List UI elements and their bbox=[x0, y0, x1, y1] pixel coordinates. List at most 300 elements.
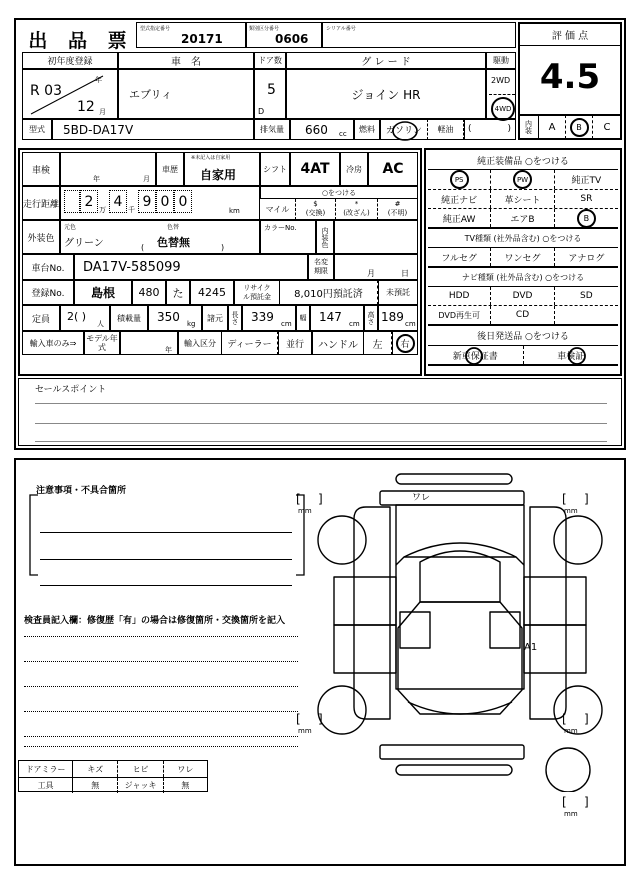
car-name-label: 車 名 bbox=[171, 57, 201, 68]
nav-hdd-text: HDD bbox=[448, 291, 470, 301]
base-color-value: グリーン bbox=[64, 238, 104, 249]
tire-depth-spare[interactable] bbox=[562, 795, 604, 821]
later-shakensho-circle-mark bbox=[567, 346, 587, 366]
mileage-label: 走行距離 bbox=[23, 199, 60, 210]
history-label-cell bbox=[156, 152, 184, 186]
load-value-cell bbox=[148, 305, 202, 331]
diagram-mark-ware: ワレ bbox=[412, 493, 431, 503]
mirror-r1c1-text: ドアミラー bbox=[25, 764, 66, 774]
notes-line-3[interactable] bbox=[40, 585, 292, 586]
tire-sp-unit: mm bbox=[564, 810, 578, 818]
name-change-label-cell bbox=[308, 254, 334, 280]
class-code-value: 0606 bbox=[275, 32, 309, 46]
tv-oneseg-cell[interactable] bbox=[491, 248, 554, 266]
nav-sd-text: SD bbox=[580, 291, 593, 301]
interior-label-text: 内装 bbox=[524, 120, 533, 134]
inspector-dotline-4[interactable] bbox=[24, 711, 298, 712]
seats-value: 2( ) bbox=[67, 310, 87, 323]
later-header-cell bbox=[428, 326, 618, 346]
equipment-leather-text: 革シート bbox=[504, 195, 541, 206]
mileage-digit-t bbox=[156, 190, 174, 213]
model-code-label: 型式指定番号 bbox=[140, 26, 171, 32]
grade-label-cell bbox=[286, 52, 486, 69]
nav-dvdplay-cell[interactable] bbox=[428, 306, 491, 324]
later-warranty-cell[interactable] bbox=[428, 346, 524, 364]
import-label-cell bbox=[22, 331, 84, 355]
history-label: 車歴 bbox=[162, 164, 178, 174]
mirror-cell-r2c4[interactable] bbox=[164, 778, 207, 793]
tv-fullseg-cell[interactable] bbox=[428, 248, 491, 266]
page-title bbox=[26, 26, 136, 52]
tire-sp-bracket-close: ] bbox=[584, 795, 589, 809]
interior-a-text: A bbox=[548, 121, 556, 133]
mileage-opt-tamper-sym: * bbox=[354, 199, 359, 208]
car-name-label-cell bbox=[118, 52, 254, 69]
mileage-digit-sen bbox=[109, 190, 127, 213]
name-change-value-cell bbox=[334, 254, 418, 280]
tv-row bbox=[428, 248, 618, 268]
interior-color-label-cell bbox=[316, 220, 334, 254]
score-label-cell bbox=[520, 24, 620, 46]
import-dealer-cell bbox=[222, 331, 278, 355]
equipment-b-circled: B bbox=[577, 209, 596, 228]
notes-bracket bbox=[22, 492, 312, 578]
handle-right-cell bbox=[392, 331, 418, 355]
displacement-label-cell bbox=[254, 119, 290, 140]
tire-rl-bracket-open: [ bbox=[296, 712, 301, 726]
seats-unit: 人 bbox=[97, 320, 104, 328]
import-dealer-text: ディーラー bbox=[227, 339, 272, 350]
tire-fl-unit: mm bbox=[298, 507, 312, 515]
mirror-r1c3-text: ヒビ bbox=[132, 764, 149, 774]
serial-cell bbox=[322, 22, 516, 48]
equipment-b-cell[interactable] bbox=[555, 209, 618, 227]
equipment-navi-text: 純正ナビ bbox=[441, 195, 478, 206]
car-name-value-cell bbox=[118, 69, 254, 119]
mileage-opt-mile-text: マイル bbox=[265, 204, 290, 214]
tire-fl-bracket-close: ] bbox=[318, 492, 323, 506]
nav-header: ナビ種類 (社外品含む) ○をつける bbox=[461, 272, 585, 282]
interior-rating-label bbox=[519, 115, 539, 139]
mileage-value-cell bbox=[60, 186, 260, 220]
model-year-value-cell bbox=[120, 331, 178, 355]
ext-color-label: 外装色 bbox=[27, 233, 55, 244]
repaint-value: 色替無 bbox=[157, 236, 190, 249]
mileage-digit-o bbox=[174, 190, 192, 213]
recycle-label-cell bbox=[234, 280, 280, 305]
equipment-row1 bbox=[428, 170, 618, 190]
notes-title-wrap bbox=[36, 478, 236, 496]
load-label: 積載量 bbox=[117, 313, 141, 323]
inspector-dotline-5[interactable] bbox=[24, 736, 298, 737]
sales-point-line-3[interactable] bbox=[35, 441, 607, 442]
chassis-value-cell bbox=[74, 254, 308, 280]
first-reg-label-cell bbox=[22, 52, 118, 69]
tv-analog-cell[interactable] bbox=[555, 248, 618, 266]
equipment-airbag-cell[interactable] bbox=[491, 209, 554, 227]
history-value: 自家用 bbox=[200, 168, 237, 182]
shaken-value-cell bbox=[60, 152, 156, 186]
ext-color-value-cell bbox=[60, 220, 260, 254]
length-value-cell bbox=[242, 305, 296, 331]
height-value-cell bbox=[378, 305, 418, 331]
tire-fr-bracket-open: [ bbox=[562, 492, 567, 506]
notes-title: 注意事項・不具合箇所 bbox=[36, 486, 127, 496]
tire-fl-bracket-open: [ bbox=[296, 492, 301, 506]
model-year-label: モデル年式 bbox=[86, 334, 118, 352]
mirror-r1c2-text: キズ bbox=[87, 764, 104, 774]
width-unit: cm bbox=[349, 320, 360, 328]
type-value: 5BD-DA17V bbox=[63, 122, 134, 137]
mirror-cell-r2c2[interactable] bbox=[73, 778, 118, 793]
nav-blank-cell[interactable] bbox=[555, 306, 618, 324]
class-code-cell bbox=[246, 22, 322, 48]
registration-classno-cell bbox=[132, 280, 166, 305]
import-category-label-cell bbox=[178, 331, 222, 355]
equipment-pw-cell[interactable] bbox=[491, 170, 554, 189]
mileage-opt-exchange-text: (交換) bbox=[305, 209, 326, 217]
car-name-value: エブリィ bbox=[129, 88, 173, 101]
tire-rl-bracket-close: ] bbox=[318, 712, 323, 726]
mileage-opt-tamper-text: (改ざん) bbox=[343, 209, 370, 217]
doors-label-cell bbox=[254, 52, 286, 69]
first-reg-value-cell bbox=[22, 69, 118, 119]
mileage-digit-o-text: 0 bbox=[178, 193, 188, 210]
color-no-cell bbox=[260, 220, 316, 254]
recycle-label: リサイクル預託金 bbox=[243, 283, 271, 301]
fuel-label: 燃料 bbox=[359, 125, 375, 134]
seats-label-cell bbox=[22, 305, 60, 331]
mileage-label-cell bbox=[22, 186, 60, 220]
type-label: 型式 bbox=[29, 125, 45, 134]
chassis-label: 車台No. bbox=[31, 263, 65, 274]
mirror-cell-r2c1 bbox=[19, 778, 73, 793]
tire-depth-rear-right[interactable] bbox=[562, 712, 604, 738]
spec-source-cell bbox=[202, 305, 228, 331]
interior-color-label: 内装色 bbox=[321, 226, 329, 248]
interior-b-circled: B bbox=[570, 118, 589, 137]
registration-label-cell bbox=[22, 280, 74, 305]
mirror-r2c3-text: ジャッキ bbox=[124, 781, 157, 790]
notes-line-1[interactable] bbox=[40, 532, 292, 533]
notes-line-2[interactable] bbox=[40, 559, 292, 560]
tire-rr-bracket-close: ] bbox=[584, 712, 589, 726]
width-value: 147 bbox=[319, 310, 342, 324]
drive-value-cell bbox=[486, 69, 516, 119]
interior-rating-b bbox=[566, 115, 593, 139]
import-category-label: 輸入区分 bbox=[184, 338, 216, 348]
sales-point-line-1[interactable] bbox=[35, 403, 607, 404]
name-change-label: 名変期限 bbox=[314, 258, 328, 275]
diagram-mark-a1: A1 bbox=[524, 642, 538, 653]
later-shakensho-cell[interactable] bbox=[524, 346, 619, 364]
mileage-opt-unknown-text: (不明) bbox=[387, 209, 408, 217]
tire-rr-unit: mm bbox=[564, 727, 578, 735]
mirror-r2c1-text: 工具 bbox=[37, 781, 54, 790]
inspector-note: 検査員記入欄：修復歴「有」の場合は修復箇所・交換箇所を記入 bbox=[24, 616, 286, 626]
displacement-label: 排気量 bbox=[260, 125, 284, 134]
shaken-year-unit: 年 bbox=[93, 175, 100, 183]
mileage-digit-man bbox=[80, 190, 98, 213]
nav-cd-text: CD bbox=[515, 310, 530, 320]
spec-source-label: 諸元 bbox=[207, 313, 223, 323]
registration-number: 4245 bbox=[198, 286, 226, 299]
registration-kana-cell bbox=[166, 280, 190, 305]
shift-label-cell bbox=[260, 152, 290, 186]
nav-cd-cell[interactable] bbox=[491, 306, 554, 324]
inspector-dotline-2[interactable] bbox=[24, 661, 298, 662]
score-label: 評 価 点 bbox=[551, 31, 589, 42]
mirror-cell-r1c2[interactable] bbox=[73, 761, 118, 777]
width-value-cell bbox=[310, 305, 364, 331]
ac-label-cell bbox=[340, 152, 368, 186]
shift-label: シフト bbox=[263, 164, 287, 174]
mirror-cell-r1c3[interactable] bbox=[118, 761, 163, 777]
height-label: 高さ bbox=[367, 311, 375, 325]
later-row bbox=[428, 346, 618, 366]
drive-label-cell bbox=[486, 52, 516, 69]
repaint-label: 色替 bbox=[167, 224, 180, 231]
fuel-gas-label: ガソリン bbox=[385, 126, 422, 136]
later-warranty-text: 新車保証書 bbox=[452, 351, 498, 362]
length-label: 長さ bbox=[231, 311, 239, 325]
mileage-digit-h bbox=[138, 190, 156, 213]
mileage-opt-unknown bbox=[378, 199, 418, 220]
first-reg-month-unit: 月 bbox=[99, 108, 106, 116]
equipment-sr-text: SR bbox=[580, 194, 593, 204]
model-code-value: 20171 bbox=[181, 32, 223, 46]
repaint-open: ( bbox=[141, 243, 145, 252]
equipment-tv-cell[interactable] bbox=[555, 170, 618, 189]
drive-label: 駆動 bbox=[493, 56, 509, 65]
name-change-month: 月 bbox=[367, 269, 375, 278]
mirror-r2c2-text: 無 bbox=[91, 781, 100, 790]
equipment-row2 bbox=[428, 190, 618, 209]
handle-left-cell bbox=[364, 331, 392, 355]
handle-label: ハンドル bbox=[318, 339, 358, 351]
equipment-aw-cell[interactable] bbox=[428, 209, 491, 227]
tire-depth-front-right[interactable] bbox=[562, 492, 604, 518]
fuel-gas-cell bbox=[380, 119, 428, 140]
nav-row2 bbox=[428, 306, 618, 326]
first-reg-month-value: 12 bbox=[77, 99, 95, 115]
shaken-label: 車検 bbox=[31, 165, 50, 176]
type-label-cell bbox=[22, 119, 52, 140]
mileage-opt-mile bbox=[260, 199, 296, 220]
handle-right-circled: 右 bbox=[396, 334, 415, 353]
mileage-digit-h-text: 9 bbox=[142, 193, 152, 210]
fuel-label-cell bbox=[354, 119, 380, 140]
import-parallel-text: 並行 bbox=[285, 339, 304, 350]
tire-fr-bracket-close: ] bbox=[584, 492, 589, 506]
load-unit: kg bbox=[187, 320, 196, 328]
width-label: 幅 bbox=[299, 314, 307, 322]
displacement-value: 660 bbox=[305, 123, 328, 137]
mirror-r2c4-text: 無 bbox=[181, 781, 190, 790]
class-code-label: 類別区分番号 bbox=[249, 26, 280, 32]
equipment-leather-cell[interactable] bbox=[491, 190, 554, 208]
mirror-table bbox=[18, 760, 208, 792]
nav-header-cell bbox=[428, 268, 618, 287]
equipment-sr-cell[interactable] bbox=[555, 190, 618, 208]
equipment-airbag-text: エアB bbox=[510, 214, 535, 225]
width-label-cell bbox=[296, 305, 310, 331]
later-warranty-circle-mark bbox=[464, 346, 484, 366]
fuel-diesel-cell bbox=[428, 119, 464, 140]
shift-value: 4AT bbox=[300, 161, 330, 177]
page-title-text: 出 品 票 bbox=[28, 29, 134, 52]
score-value: 4.5 bbox=[539, 57, 601, 97]
model-year-unit: 年 bbox=[165, 346, 172, 354]
tire-rr-bracket-open: [ bbox=[562, 712, 567, 726]
inspector-dotline-1[interactable] bbox=[24, 636, 298, 637]
score-value-cell bbox=[520, 46, 620, 108]
mileage-opt-tamper bbox=[336, 199, 378, 220]
ac-value-cell bbox=[368, 152, 418, 186]
sales-point-label: セールスポイント bbox=[35, 385, 107, 395]
length-unit: cm bbox=[281, 320, 292, 328]
displacement-value-cell bbox=[290, 119, 354, 140]
mirror-cell-r2c3[interactable] bbox=[118, 778, 163, 793]
registration-kana: た bbox=[172, 286, 184, 300]
load-value: 350 bbox=[157, 310, 180, 324]
handle-left-text: 左 bbox=[372, 339, 383, 351]
grade-value: ジョイン HR bbox=[351, 87, 421, 102]
ac-value: AC bbox=[382, 161, 404, 177]
seats-value-cell bbox=[60, 305, 110, 331]
seats-label: 定員 bbox=[31, 314, 50, 325]
equipment-tv-text: 純正TV bbox=[571, 176, 602, 186]
mirror-cell-r1c4[interactable] bbox=[164, 761, 207, 777]
repaint-close: ) bbox=[221, 243, 225, 252]
equipment-aw-text: 純正AW bbox=[442, 214, 476, 225]
first-reg-year-unit: 年 bbox=[95, 76, 102, 84]
tv-oneseg-text: ワンセグ bbox=[504, 253, 541, 264]
height-unit: cm bbox=[405, 320, 416, 328]
sales-point-box bbox=[18, 378, 622, 446]
fuel-other-cell bbox=[464, 119, 516, 140]
nav-row1 bbox=[428, 287, 618, 306]
first-reg-label: 初年度登録 bbox=[47, 57, 93, 67]
fuel-diesel-label: 軽油 bbox=[437, 125, 454, 134]
tire-rl-unit: mm bbox=[298, 727, 312, 735]
nav-dvd-text: DVD bbox=[512, 291, 533, 301]
tv-analog-text: アナログ bbox=[568, 253, 605, 264]
doors-suffix: D bbox=[258, 107, 265, 116]
chassis-value: DA17V-585099 bbox=[83, 259, 181, 275]
sales-point-line-2[interactable] bbox=[35, 423, 607, 424]
mileage-digit-t-text: 0 bbox=[160, 193, 170, 210]
equipment-ps-cell[interactable] bbox=[428, 170, 491, 189]
recycle-unpaid: 未預託 bbox=[386, 288, 410, 297]
base-color-label: 元色 bbox=[64, 224, 77, 231]
equipment-row3 bbox=[428, 209, 618, 229]
fuel-gas-circle-mark bbox=[391, 120, 419, 141]
interior-rating-c bbox=[593, 115, 621, 139]
height-label-cell bbox=[364, 305, 378, 331]
mileage-digit-sen-text: 4 bbox=[113, 193, 123, 210]
interior-rating-a bbox=[539, 115, 566, 139]
grade-value-cell bbox=[286, 69, 486, 119]
history-note: ※未記入は自家用 bbox=[191, 155, 231, 161]
registration-region: 島根 bbox=[90, 286, 115, 300]
mileage-opt-unknown-sym: # bbox=[394, 199, 401, 208]
recycle-unpaid-cell bbox=[378, 280, 418, 305]
color-no-label: カラーNo. bbox=[264, 224, 297, 232]
registration-label: 登録No. bbox=[31, 289, 65, 299]
tv-header: TV種類 (社外品含む) ○をつける bbox=[464, 233, 582, 243]
history-value-cell bbox=[184, 152, 260, 186]
mileage-opt-exchange bbox=[296, 199, 336, 220]
tire-sp-bracket-open: [ bbox=[562, 795, 567, 809]
mileage-unit-man: 万 bbox=[99, 206, 106, 214]
interior-color-value-cell bbox=[334, 220, 418, 254]
later-header: 後日発送品 ○をつける bbox=[477, 332, 569, 342]
handle-label-cell bbox=[312, 331, 364, 355]
length-label-cell bbox=[228, 305, 242, 331]
tire-fr-unit: mm bbox=[564, 507, 578, 515]
nav-hdd-cell[interactable] bbox=[428, 287, 491, 305]
mileage-circle-note-cell bbox=[260, 186, 418, 199]
mirror-r1c4-text: ワレ bbox=[177, 764, 194, 774]
shift-value-cell bbox=[290, 152, 340, 186]
mileage-opt-exchange-sym: $ bbox=[313, 199, 318, 208]
grade-label: グ レ ー ド bbox=[361, 57, 411, 68]
drive-2wd: 2WD bbox=[491, 76, 511, 85]
name-change-day: 日 bbox=[401, 269, 409, 278]
interior-c-text: C bbox=[603, 121, 611, 133]
recycle-value-cell bbox=[280, 280, 378, 305]
doors-label: ドア数 bbox=[258, 56, 282, 65]
equipment-navi-cell[interactable] bbox=[428, 190, 491, 208]
displacement-unit: cc bbox=[339, 130, 347, 138]
tv-header-cell bbox=[428, 229, 618, 248]
fuel-other-open: ( bbox=[468, 124, 472, 134]
shaken-month-unit: 月 bbox=[143, 175, 150, 183]
tire-depth-rear-left[interactable] bbox=[296, 712, 338, 738]
tv-fullseg-text: フルセグ bbox=[441, 253, 477, 264]
load-label-cell bbox=[110, 305, 148, 331]
nav-sd-cell[interactable] bbox=[555, 287, 618, 305]
import-parallel-cell bbox=[278, 331, 312, 355]
inspector-dotline-6[interactable] bbox=[24, 746, 298, 747]
mileage-unit-km: km bbox=[229, 207, 240, 215]
equipment-ps-circled: PS bbox=[450, 170, 469, 189]
mirror-cell-r1c1 bbox=[19, 761, 73, 777]
registration-number-cell bbox=[190, 280, 234, 305]
inspector-dotline-3[interactable] bbox=[24, 686, 298, 687]
mileage-digit-man-text: 2 bbox=[84, 193, 94, 210]
import-label: 輸入車のみ⇒ bbox=[29, 338, 77, 348]
type-value-cell bbox=[52, 119, 254, 140]
tire-depth-front-left[interactable] bbox=[296, 492, 338, 518]
length-value: 339 bbox=[251, 310, 274, 324]
registration-region-cell bbox=[74, 280, 132, 305]
nav-dvdplay-text: DVD再生可 bbox=[438, 310, 480, 320]
registration-classno: 480 bbox=[138, 286, 160, 299]
doors-value: 5 bbox=[267, 82, 276, 98]
mileage-circle-note: ○をつける bbox=[321, 188, 357, 197]
drive-4wd-circled: 4WD bbox=[491, 97, 515, 121]
later-shakensho-text: 車検証 bbox=[557, 351, 585, 362]
inspector-note-wrap bbox=[24, 608, 304, 626]
fuel-other-close: ) bbox=[507, 124, 511, 134]
recycle-value: 8,010円預託済 bbox=[294, 289, 363, 300]
model-year-label-cell bbox=[84, 331, 120, 355]
equipment-pw-circled: PW bbox=[513, 170, 532, 189]
mileage-digit-blank bbox=[64, 190, 80, 213]
nav-dvd-cell[interactable] bbox=[491, 287, 554, 305]
